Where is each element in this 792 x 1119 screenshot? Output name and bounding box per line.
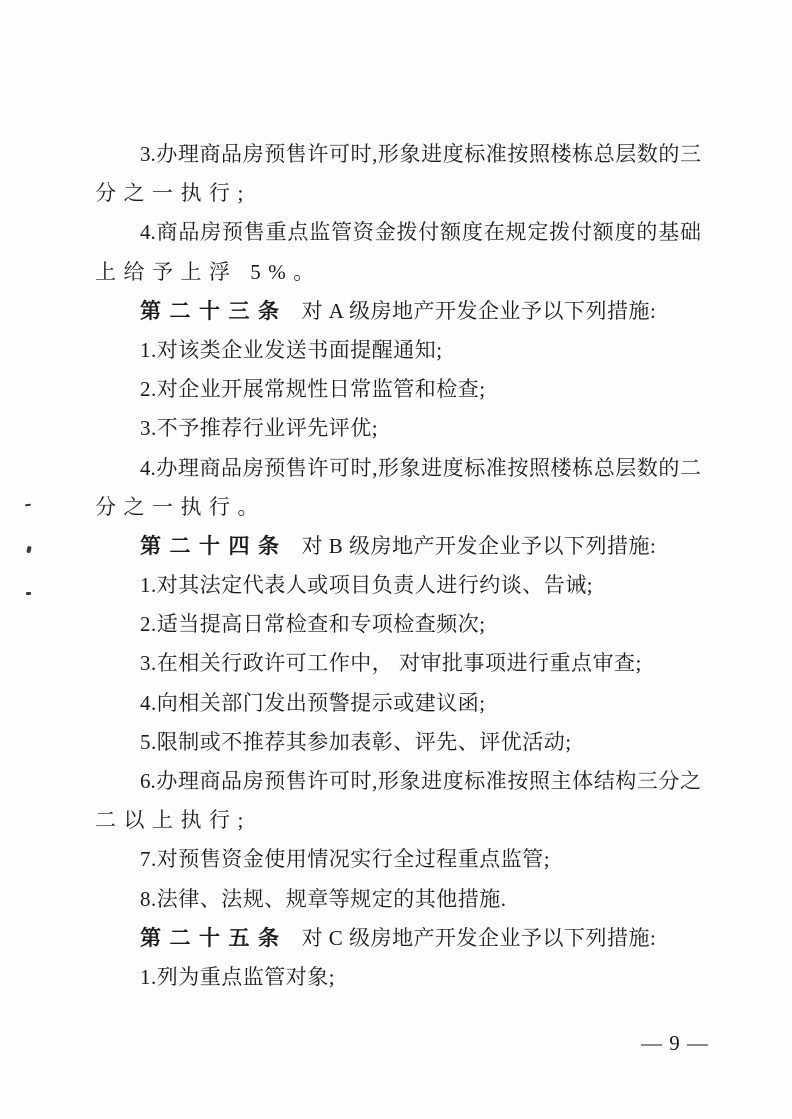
text-line: 1.对其法定代表人或项目负责人进行约谈、告诫;: [140, 573, 594, 598]
text-line: 3.办理商品房预售许可时,形象进度标准按照楼栋总层数的三: [140, 142, 701, 166]
scan-artifact: [26, 592, 31, 595]
text-line: 2.适当提高日常检查和专项检查频次;: [140, 612, 486, 637]
text-line: 1.列为重点监管对象;: [140, 964, 336, 989]
text-line: 3.在相关行政许可工作中， 对审批事项进行重点审查;: [140, 651, 642, 676]
text-line: 二以上执行;: [95, 808, 251, 833]
text-line: 4.向相关部门发出预警提示或建议函;: [140, 690, 486, 715]
article-heading-text: 对 A 级房地产开发企业予以下列措施:: [301, 298, 657, 323]
text-line: 4.商品房预售重点监管资金拨付额度在规定拨付额度的基础: [140, 220, 701, 245]
text-line: 分之一执行;: [95, 181, 251, 206]
article-number: 第二十三条: [140, 298, 288, 323]
text-line: 上给予上浮 5%。: [95, 259, 322, 284]
article-number: 第二十五条: [140, 925, 288, 950]
article-number: 第二十四条: [140, 533, 288, 558]
article-heading-text: 对 C 级房地产开发企业予以下列措施:: [301, 925, 657, 950]
text-line: 2.对企业开展常规性日常监管和检查;: [140, 377, 486, 402]
article-heading-line: [95, 292, 701, 331]
article-heading-text: 对 B 级房地产开发企业予以下列措施:: [301, 533, 657, 558]
text-line: 6.办理商品房预售许可时,形象进度标准按照主体结构三分之: [140, 769, 701, 793]
text-line: 8.法律、法规、规章等规定的其他措施.: [140, 886, 507, 911]
article-heading-line: [95, 919, 701, 958]
text-line: 3.不予推荐行业评先评优;: [140, 416, 379, 441]
text-line: 分之一执行。: [95, 494, 266, 519]
text-line: 4.办理商品房预售许可时,形象进度标准按照楼栋总层数的二: [140, 455, 701, 480]
page-number: — 9 —: [641, 1031, 709, 1055]
scan-artifact: [25, 504, 31, 507]
article-heading-line: [95, 527, 701, 566]
document-body: [95, 135, 701, 997]
scan-artifact: [26, 546, 32, 554]
text-line: 7.对预售资金使用情况实行全过程重点监管;: [140, 847, 551, 872]
text-line: 1.对该类企业发送书面提醒通知;: [140, 337, 443, 362]
text-line: 5.限制或不推荐其参加表彰、评先、评优活动;: [140, 729, 572, 754]
